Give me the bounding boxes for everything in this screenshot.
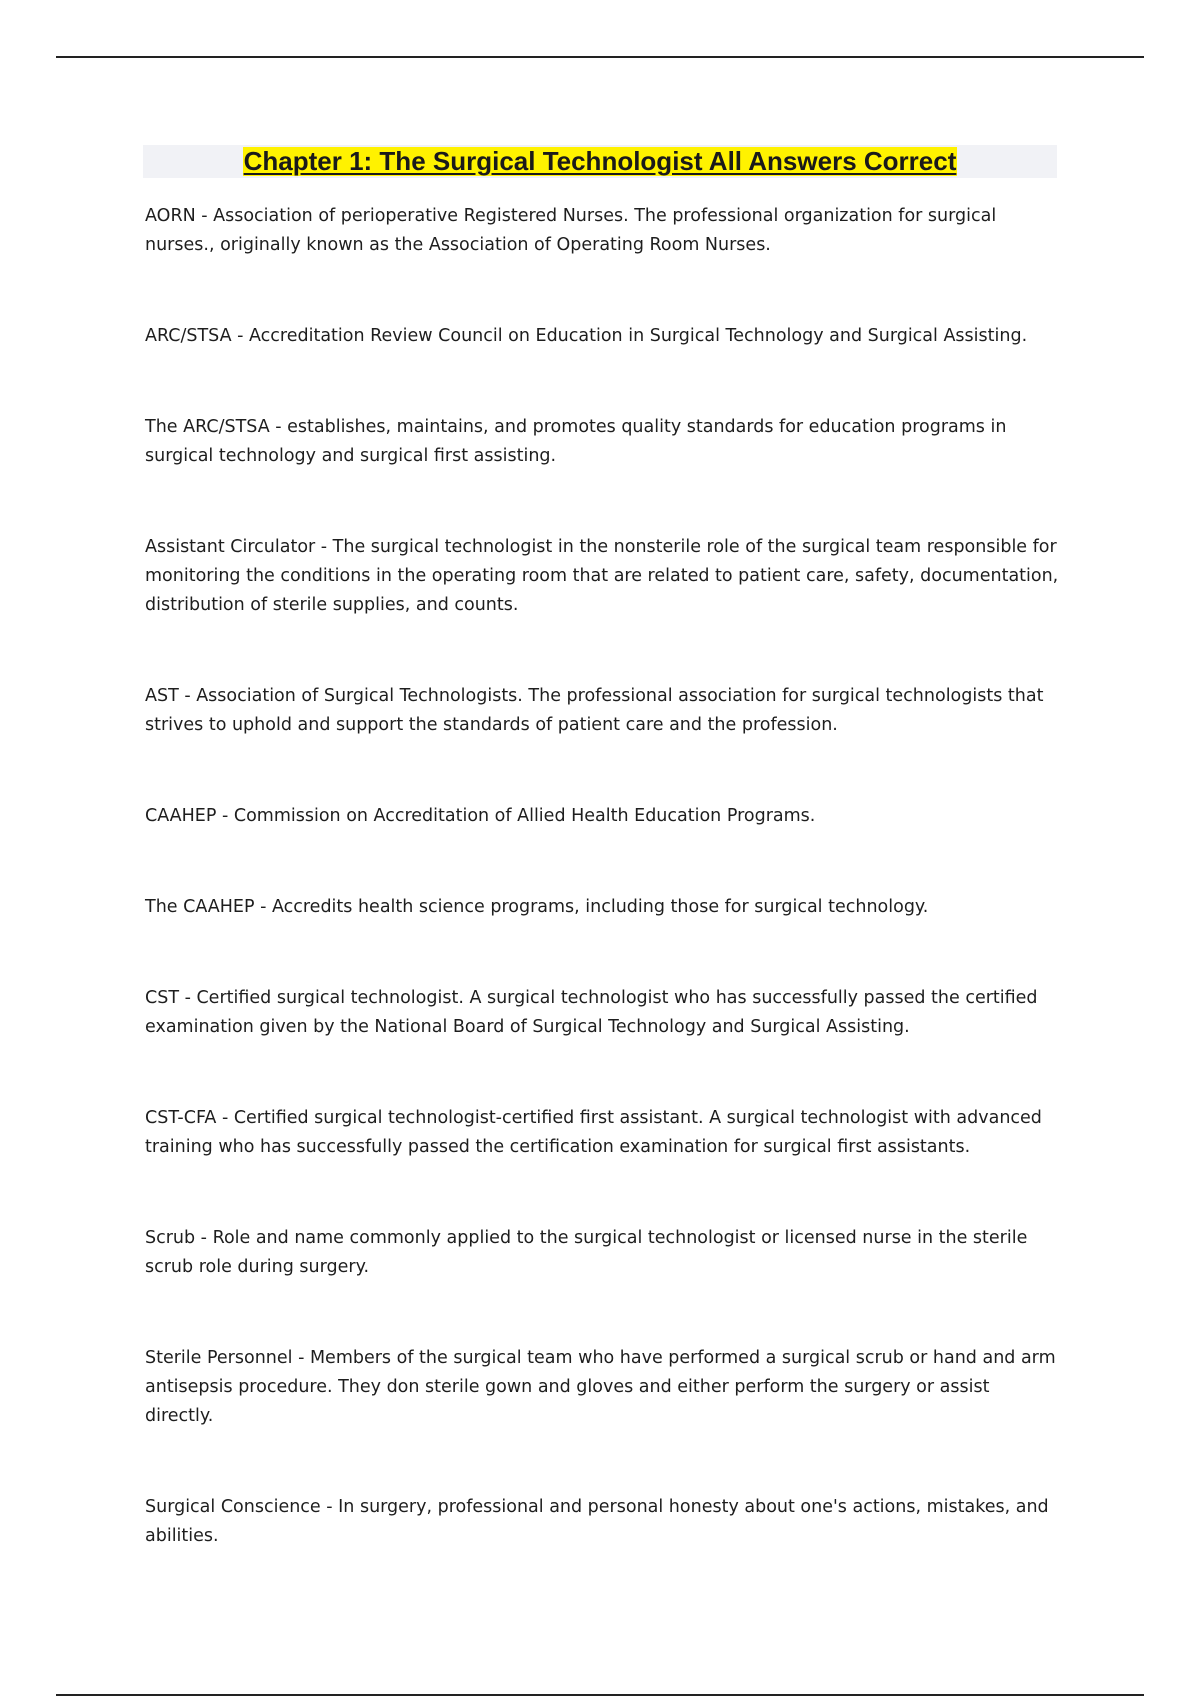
definition-entry-arc-stsa: ARC/STSA - Accreditation Review Council on Education in Surgical Technology and Surgical Assisting. bbox=[145, 326, 1028, 346]
definition-entry-caahep: CAAHEP - Commission on Accreditation of Allied Health Education Programs. bbox=[145, 806, 816, 826]
page-bottom-rule bbox=[56, 1694, 1144, 1696]
definition-entry-arc-stsa-role: The ARC/STSA - establishes, maintains, and promotes quality standards for education programs in surgical technology and surgical first assisting. bbox=[145, 417, 1007, 466]
definition-entry-aorn: AORN - Association of perioperative Registered Nurses. The professional organization for surgical nurses., originally known as the Association of Operating Room Nurses. bbox=[145, 206, 997, 255]
definition-entry-cst: CST - Certified surgical technologist. A surgical technologist who has successfully passed the certified examination given by the National Board of Surgical Technology and Surgical Assisting. bbox=[145, 988, 1038, 1037]
definition-list bbox=[145, 202, 1060, 1613]
definition-entry-scrub: Scrub - Role and name commonly applied to the surgical technologist or licensed nurse in the sterile scrub role during surgery. bbox=[145, 1228, 1028, 1277]
definition-entry-caahep-role: The CAAHEP - Accredits health science programs, including those for surgical technology. bbox=[145, 897, 929, 917]
definition-entry-assistant-circulator: Assistant Circulator - The surgical technologist in the nonsterile role of the surgical team responsible for monitoring the conditions in the operating room that are related to patient care, safety, documentation, distribution of sterile supplies, and counts. bbox=[145, 537, 1059, 615]
definition-entry-sterile-personnel: Sterile Personnel - Members of the surgical team who have performed a surgical scrub or hand and arm antisepsis procedure. They don sterile gown and gloves and either perform the surgery or assist directly. bbox=[145, 1348, 1056, 1426]
page-title: Chapter 1: The Surgical Technologist All Answers Correct bbox=[243, 146, 957, 176]
page-top-rule bbox=[56, 56, 1144, 58]
title-band bbox=[143, 145, 1057, 178]
definition-entry-cst-cfa: CST-CFA - Certified surgical technologist-certified first assistant. A surgical technologist with advanced training who has successfully passed the certification examination for surgical first assistants. bbox=[145, 1108, 1042, 1157]
definition-entry-surgical-conscience: Surgical Conscience - In surgery, professional and personal honesty about one's actions, mistakes, and abilities. bbox=[145, 1497, 1049, 1546]
definition-entry-ast: AST - Association of Surgical Technologists. The professional association for surgical technologists that strives to uphold and support the standards of patient care and the profession. bbox=[145, 686, 1044, 735]
